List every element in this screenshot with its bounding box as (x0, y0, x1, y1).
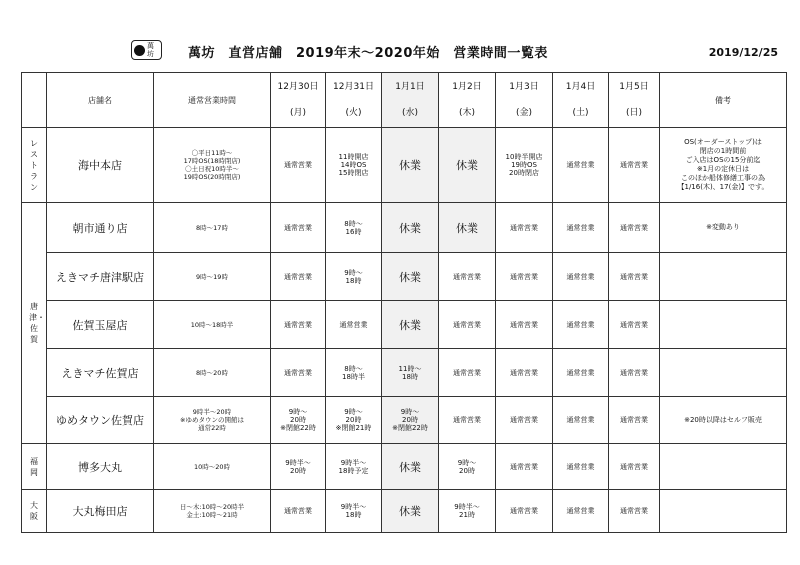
regular-hours: 10時〜18時半 (154, 301, 271, 349)
store-name: 海中本店 (47, 128, 154, 203)
day-status: 9時半〜 18時 (326, 490, 382, 533)
day-status: 9時〜 20時 (439, 444, 496, 490)
day-header: 1月4日 (土) (553, 73, 609, 128)
day-status: 通常営業 (553, 397, 609, 444)
document-date: 2019/12/25 (708, 46, 778, 59)
store-name: 博多大丸 (47, 444, 154, 490)
day-status: 休業 (382, 128, 439, 203)
day-status: 9時〜 18時 (326, 253, 382, 301)
day-status: 9時半〜 21時 (439, 490, 496, 533)
regular-hours: 9時〜19時 (154, 253, 271, 301)
day-header: 1月5日 (日) (609, 73, 660, 128)
day-status: 通常営業 (609, 128, 660, 203)
day-status: 休業 (382, 253, 439, 301)
day-status: 休業 (382, 203, 439, 253)
day-status: 通常営業 (496, 397, 553, 444)
day-status: 通常営業 (271, 253, 326, 301)
page-title: 萬坊 直営店舗 2019年末〜2020年始 営業時間一覧表 (188, 46, 548, 61)
store-name: ゆめタウン佐賀店 (47, 397, 154, 444)
day-status: 通常営業 (553, 349, 609, 397)
day-status: 通常営業 (326, 301, 382, 349)
table-row (22, 490, 787, 533)
schedule-table (21, 72, 787, 533)
day-status: 通常営業 (553, 301, 609, 349)
day-status: 9時〜 20時 ※閉館21時 (326, 397, 382, 444)
day-header: 12月30日 (月) (271, 73, 326, 128)
day-status: 通常営業 (271, 128, 326, 203)
day-status: 通常営業 (553, 128, 609, 203)
day-header: 12月31日 (火) (326, 73, 382, 128)
day-status: 通常営業 (439, 301, 496, 349)
day-status: 通常営業 (609, 253, 660, 301)
region-header (22, 73, 47, 128)
page-header (0, 0, 800, 70)
day-status: 通常営業 (609, 203, 660, 253)
logo-text: 萬坊 (147, 42, 154, 58)
store-name: えきマチ佐賀店 (47, 349, 154, 397)
day-status: 通常営業 (271, 349, 326, 397)
day-status: 通常営業 (271, 203, 326, 253)
note-text (660, 444, 787, 490)
store-name: えきマチ唐津駅店 (47, 253, 154, 301)
table-row (22, 349, 787, 397)
day-status: 通常営業 (553, 444, 609, 490)
day-status: 11時〜 18時 (382, 349, 439, 397)
day-status: 通常営業 (439, 349, 496, 397)
day-status: 休業 (439, 203, 496, 253)
day-status: 9時〜 20時 ※閉館22時 (382, 397, 439, 444)
regular-hours: 10時〜20時 (154, 444, 271, 490)
day-status: 通常営業 (609, 301, 660, 349)
day-status: 通常営業 (496, 301, 553, 349)
store-header: 店舗名 (47, 73, 154, 128)
notes-header: 備考 (660, 73, 787, 128)
day-status: 休業 (439, 128, 496, 203)
table-row (22, 397, 787, 444)
day-header: 1月1日 (水) (382, 73, 439, 128)
day-status: 通常営業 (271, 490, 326, 533)
day-status: 通常営業 (609, 444, 660, 490)
table-row (22, 203, 787, 253)
region-label: 唐津・佐賀 (22, 203, 47, 444)
store-name: 朝市通り店 (47, 203, 154, 253)
region-label: 福岡 (22, 444, 47, 490)
header-row (22, 73, 787, 128)
note-text: ※20時以降はセルフ販売 (660, 397, 787, 444)
region-label: レストラン (22, 128, 47, 203)
day-status: 通常営業 (609, 349, 660, 397)
note-text (660, 490, 787, 533)
regular-hours: 8時〜20時 (154, 349, 271, 397)
day-status: 通常営業 (609, 490, 660, 533)
table-row (22, 128, 787, 203)
day-status: 10時半開店 19時OS 20時閉店 (496, 128, 553, 203)
day-status: 8時〜 16時 (326, 203, 382, 253)
day-status: 9時半〜 18時予定 (326, 444, 382, 490)
day-status: 休業 (382, 490, 439, 533)
regular-hours: 〇平日11時〜 17時OS(18時閉店) 〇土日祝10時半〜 19時OS(20時閉店) (154, 128, 271, 203)
logo-mark-icon (134, 45, 145, 56)
regular-hours: 日〜木:10時〜20時半 金土:10時〜21時 (154, 490, 271, 533)
day-status: 8時〜 18時半 (326, 349, 382, 397)
regular-hours: 8時〜17時 (154, 203, 271, 253)
day-status: 通常営業 (609, 397, 660, 444)
regular-hours: 9時半〜20時 ※ゆめタウンの開館は 通常22時 (154, 397, 271, 444)
note-text (660, 253, 787, 301)
day-status: 通常営業 (496, 253, 553, 301)
store-name: 大丸梅田店 (47, 490, 154, 533)
note-text (660, 301, 787, 349)
store-name: 佐賀玉屋店 (47, 301, 154, 349)
day-status: 通常営業 (496, 444, 553, 490)
region-label: 大阪 (22, 490, 47, 533)
day-status: 通常営業 (496, 203, 553, 253)
note-text: OS(オーダーストップ)は 閉店の1時間前 ご入店はOSの15分前迄 ※1月の定休日は このほか船体修繕工事の為 【1/16(木)、17(金)】です。 (660, 128, 787, 203)
day-header: 1月3日 (金) (496, 73, 553, 128)
day-status: 9時半〜 20時 (271, 444, 326, 490)
day-status: 通常営業 (439, 253, 496, 301)
day-status: 11時開店 14時OS 15時閉店 (326, 128, 382, 203)
hours-header: 通常営業時間 (154, 73, 271, 128)
day-status: 通常営業 (553, 203, 609, 253)
day-status: 休業 (382, 444, 439, 490)
table-row (22, 253, 787, 301)
day-status: 通常営業 (439, 397, 496, 444)
day-status: 9時〜 20時 ※閉館22時 (271, 397, 326, 444)
day-status: 通常営業 (496, 349, 553, 397)
day-status: 休業 (382, 301, 439, 349)
day-status: 通常営業 (553, 490, 609, 533)
day-status: 通常営業 (271, 301, 326, 349)
day-status: 通常営業 (496, 490, 553, 533)
company-logo (131, 40, 162, 60)
day-header: 1月2日 (木) (439, 73, 496, 128)
table-row (22, 444, 787, 490)
day-status: 通常営業 (553, 253, 609, 301)
note-text: ※変動あり (660, 203, 787, 253)
table-row (22, 301, 787, 349)
note-text (660, 349, 787, 397)
